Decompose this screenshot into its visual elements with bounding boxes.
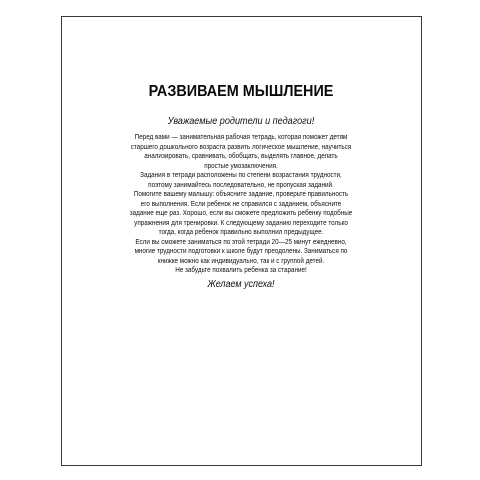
text-line: Если вы сможете заниматься по этой тетради 20—25 минут ежедневно, <box>135 236 347 246</box>
paragraph-praise <box>92 265 391 275</box>
text-line: задание еще раз. Хорошо, если вы сможете предложить ребенку подобные <box>129 208 353 217</box>
closing-line: Желаем успеха! <box>207 279 275 290</box>
text-line: простые умозаключения. <box>204 160 278 170</box>
body-text <box>92 132 391 275</box>
text-line: Помогите вашему малышу: объясните задание, проверьте правильность <box>133 189 349 198</box>
text-line: многие трудности подготовки к школе будут преодолены. Заниматься по <box>134 246 348 255</box>
text-line: Перед вами — занимательная рабочая тетрадь, которая поможет детям <box>134 132 348 141</box>
paragraph-intro <box>92 132 391 170</box>
text-line: Задания в тетради расположены по степени возрастания трудности, <box>140 170 342 179</box>
paragraph-schedule <box>92 237 391 266</box>
paragraph-order <box>92 170 391 189</box>
text-line: упражнения для тренировки. К следующему заданию переходите только <box>134 217 348 227</box>
paragraph-help <box>92 189 391 237</box>
text-line: поэтому занимайтесь последовательно, не пропуская заданий. <box>148 179 334 189</box>
text-line: Не забудьте похвалить ребенка за старание! <box>175 265 307 274</box>
text-line: старшего дошкольного возраста развить логическое мышление, научиться <box>130 141 352 151</box>
text-line: его выполнения. Если ребенок не справился с заданием, объясните <box>140 198 342 208</box>
text-line: тогда, когда ребенок правильно выполнил предыдущее. <box>158 227 324 236</box>
text-line: книжке можно как индивидуально, так и с группой детей. <box>157 255 325 265</box>
text-line: анализировать, сравнивать, обобщать, выделять главное, делать <box>144 151 338 160</box>
greeting-heading: Уважаемые родители и педагоги! <box>167 116 315 127</box>
page-title: РАЗВИВАЕМ МЫШЛЕНИЕ <box>148 83 334 100</box>
